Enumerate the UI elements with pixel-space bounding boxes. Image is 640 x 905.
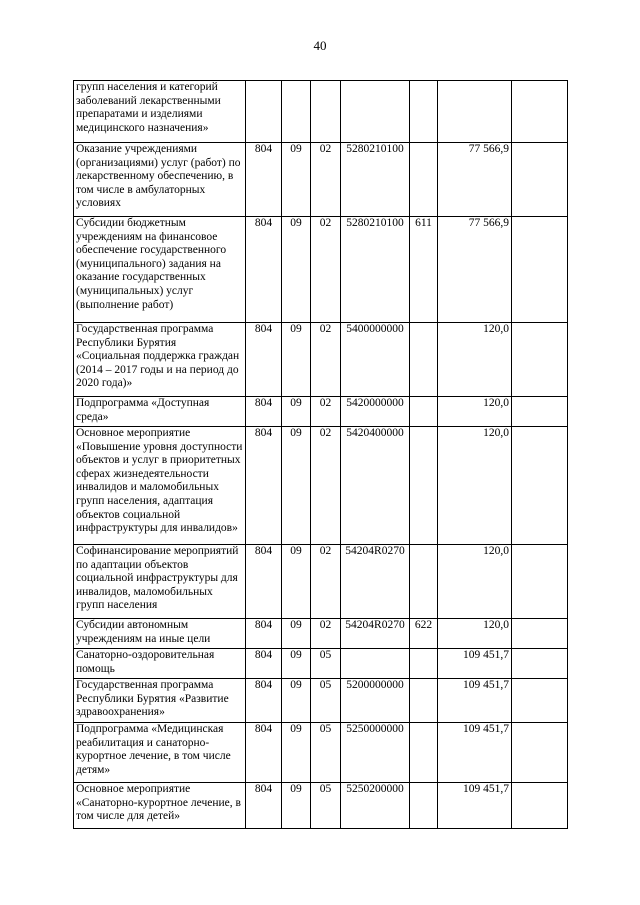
cell-section-code: 09 bbox=[282, 619, 311, 649]
table-row bbox=[74, 397, 568, 427]
cell-target-article-code bbox=[341, 649, 410, 679]
table-row bbox=[74, 619, 568, 649]
cell-expense-type-code bbox=[410, 679, 438, 723]
cell-amount: 120,0 bbox=[438, 397, 512, 427]
cell-expense-type-code: 622 bbox=[410, 619, 438, 649]
cell-target-article-code bbox=[341, 81, 410, 143]
table-row bbox=[74, 783, 568, 829]
cell-section-code: 09 bbox=[282, 427, 311, 545]
cell-amount: 109 451,7 bbox=[438, 783, 512, 829]
cell-expense-type-code bbox=[410, 397, 438, 427]
table-row bbox=[74, 723, 568, 783]
cell-expense-type-code bbox=[410, 427, 438, 545]
cell-amount-extra bbox=[512, 81, 568, 143]
cell-ministry-code: 804 bbox=[246, 783, 282, 829]
cell-amount-extra bbox=[512, 723, 568, 783]
cell-amount: 109 451,7 bbox=[438, 723, 512, 783]
cell-name: Основное мероприятие «Санаторно-курортное лечение, в том числе для детей» bbox=[74, 783, 246, 829]
cell-target-article-code: 5280210100 bbox=[341, 143, 410, 217]
cell-amount-extra bbox=[512, 217, 568, 323]
cell-section-code: 09 bbox=[282, 783, 311, 829]
cell-subsection-code: 02 bbox=[311, 427, 341, 545]
cell-amount bbox=[438, 81, 512, 143]
cell-target-article-code: 5250200000 bbox=[341, 783, 410, 829]
table-row bbox=[74, 143, 568, 217]
cell-ministry-code: 804 bbox=[246, 619, 282, 649]
budget-table bbox=[73, 80, 568, 829]
table-row bbox=[74, 81, 568, 143]
cell-section-code: 09 bbox=[282, 323, 311, 397]
cell-amount: 109 451,7 bbox=[438, 649, 512, 679]
cell-amount: 77 566,9 bbox=[438, 143, 512, 217]
cell-name: групп населения и категорий заболеваний лекарственными препаратами и изделиями медицинского назначения» bbox=[74, 81, 246, 143]
cell-expense-type-code bbox=[410, 81, 438, 143]
cell-name: Основное мероприятие «Повышение уровня доступности объектов и услуг в приоритетных сферах жизнедеятельности инвалидов и маломобильных групп населения, адаптация объектов социальной инфраструктуры для инвалидов» bbox=[74, 427, 246, 545]
cell-name: Софинансирование мероприятий по адаптации объектов социальной инфраструктуры для инвалидов, маломобильных групп населения bbox=[74, 545, 246, 619]
cell-ministry-code: 804 bbox=[246, 143, 282, 217]
cell-expense-type-code bbox=[410, 783, 438, 829]
cell-subsection-code: 02 bbox=[311, 143, 341, 217]
cell-amount-extra bbox=[512, 323, 568, 397]
cell-name: Санаторно-оздоровительная помощь bbox=[74, 649, 246, 679]
cell-ministry-code: 804 bbox=[246, 427, 282, 545]
cell-amount: 120,0 bbox=[438, 323, 512, 397]
cell-expense-type-code bbox=[410, 649, 438, 679]
cell-subsection-code: 02 bbox=[311, 217, 341, 323]
cell-section-code: 09 bbox=[282, 397, 311, 427]
cell-ministry-code: 804 bbox=[246, 545, 282, 619]
cell-amount: 120,0 bbox=[438, 545, 512, 619]
cell-expense-type-code bbox=[410, 723, 438, 783]
cell-section-code: 09 bbox=[282, 649, 311, 679]
cell-ministry-code: 804 bbox=[246, 217, 282, 323]
cell-subsection-code bbox=[311, 81, 341, 143]
cell-ministry-code: 804 bbox=[246, 723, 282, 783]
cell-amount-extra bbox=[512, 545, 568, 619]
cell-subsection-code: 05 bbox=[311, 723, 341, 783]
cell-amount-extra bbox=[512, 679, 568, 723]
cell-section-code: 09 bbox=[282, 217, 311, 323]
cell-amount-extra bbox=[512, 619, 568, 649]
cell-target-article-code: 5280210100 bbox=[341, 217, 410, 323]
table-row bbox=[74, 649, 568, 679]
cell-target-article-code: 5250000000 bbox=[341, 723, 410, 783]
cell-amount: 120,0 bbox=[438, 619, 512, 649]
cell-ministry-code: 804 bbox=[246, 397, 282, 427]
cell-amount: 109 451,7 bbox=[438, 679, 512, 723]
cell-expense-type-code bbox=[410, 143, 438, 217]
cell-amount-extra bbox=[512, 143, 568, 217]
cell-section-code: 09 bbox=[282, 143, 311, 217]
cell-name: Субсидии бюджетным учреждениям на финансовое обеспечение государственного (муниципального) задания на оказание государственных (муниципальных) услуг (выполнение работ) bbox=[74, 217, 246, 323]
cell-target-article-code: 5420000000 bbox=[341, 397, 410, 427]
cell-section-code: 09 bbox=[282, 545, 311, 619]
cell-section-code bbox=[282, 81, 311, 143]
cell-name: Подпрограмма «Доступная среда» bbox=[74, 397, 246, 427]
cell-target-article-code: 5400000000 bbox=[341, 323, 410, 397]
cell-section-code: 09 bbox=[282, 723, 311, 783]
cell-name: Государственная программа Республики Бурятия «Развитие здравоохранения» bbox=[74, 679, 246, 723]
cell-target-article-code: 5200000000 bbox=[341, 679, 410, 723]
cell-amount-extra bbox=[512, 427, 568, 545]
table-row bbox=[74, 427, 568, 545]
cell-name: Оказание учреждениями (организациями) услуг (работ) по лекарственному обеспечению, в том числе в амбулаторных условиях bbox=[74, 143, 246, 217]
table-row bbox=[74, 217, 568, 323]
cell-ministry-code: 804 bbox=[246, 679, 282, 723]
cell-amount: 77 566,9 bbox=[438, 217, 512, 323]
table-row bbox=[74, 545, 568, 619]
page-number: 40 bbox=[313, 38, 327, 53]
cell-amount-extra bbox=[512, 783, 568, 829]
cell-target-article-code: 54204R0270 bbox=[341, 545, 410, 619]
cell-subsection-code: 05 bbox=[311, 783, 341, 829]
cell-target-article-code: 54204R0270 bbox=[341, 619, 410, 649]
cell-ministry-code: 804 bbox=[246, 649, 282, 679]
cell-amount-extra bbox=[512, 649, 568, 679]
cell-expense-type-code bbox=[410, 545, 438, 619]
cell-subsection-code: 02 bbox=[311, 323, 341, 397]
cell-target-article-code: 5420400000 bbox=[341, 427, 410, 545]
cell-subsection-code: 02 bbox=[311, 545, 341, 619]
cell-subsection-code: 05 bbox=[311, 649, 341, 679]
cell-ministry-code: 804 bbox=[246, 323, 282, 397]
cell-subsection-code: 02 bbox=[311, 619, 341, 649]
cell-expense-type-code bbox=[410, 323, 438, 397]
cell-name: Субсидии автономным учреждениям на иные цели bbox=[74, 619, 246, 649]
cell-subsection-code: 02 bbox=[311, 397, 341, 427]
cell-name: Государственная программа Республики Бурятия «Социальная поддержка граждан (2014 – 2017 годы и на период до 2020 года)» bbox=[74, 323, 246, 397]
cell-expense-type-code: 611 bbox=[410, 217, 438, 323]
table-row bbox=[74, 679, 568, 723]
cell-name: Подпрограмма «Медицинская реабилитация и санаторно-курортное лечение, в том числе детям» bbox=[74, 723, 246, 783]
cell-amount: 120,0 bbox=[438, 427, 512, 545]
table-row bbox=[74, 323, 568, 397]
cell-amount-extra bbox=[512, 397, 568, 427]
cell-section-code: 09 bbox=[282, 679, 311, 723]
table-body bbox=[74, 81, 568, 829]
cell-subsection-code: 05 bbox=[311, 679, 341, 723]
cell-ministry-code bbox=[246, 81, 282, 143]
